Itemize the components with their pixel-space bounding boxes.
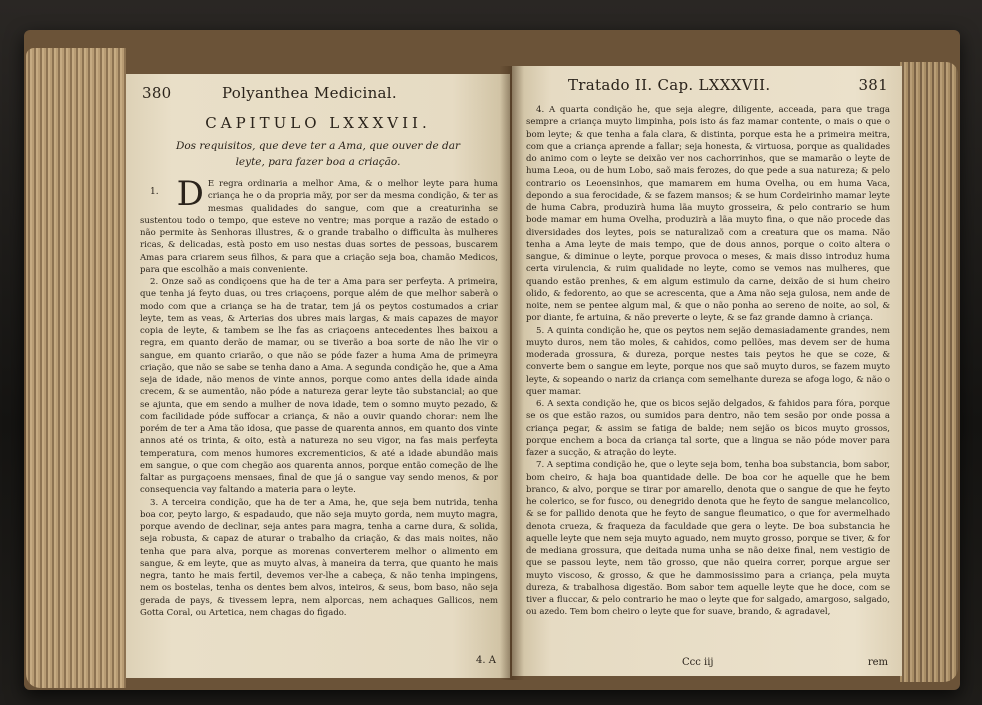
chapter-heading: CAPITULO LXXXVII.	[205, 114, 431, 132]
left-body-text	[140, 174, 498, 619]
subtitle-line-2: leyte, para fazer boa a criação.	[235, 156, 401, 168]
right-page-number: 381	[858, 76, 888, 94]
paragraph-5: 5. A quinta condição he, que os peytos nem sejão demasiadamente grandes, nem muyto duros, nem tão moles, & cahidos, como pellões, mas devem ser de huma moderada grossura, & dureza, porque nestes tais peytos he que se coze, & converte bem o sangue em leyte, porque nos que saõ muyto duros, se fazem muyto leyte, & sopeando o nariz da criança com semelhante dureza se afoga logo, & não o quer mamar.	[526, 325, 891, 397]
paragraph-1	[140, 174, 498, 276]
left-catchword: 4. A	[476, 655, 496, 666]
paragraph-6: 6. A sexta condição he, que os bicos sejão delgados, & fahidos para fóra, porque se os que estão razos, ou sumidos para dentro, não tem sesão por onde possa a criança pegar, & assim se fatiga de balde; nem sejão os bicos muyto grossos, porque enchem a boca da criança tal sorte, que a lingua se não póde mover para fazer a sucção, & atração do leyte.	[526, 399, 890, 458]
left-page-edges	[26, 48, 126, 688]
chapter-subtitle	[142, 138, 494, 170]
left-running-title: Polyanthea Medicinal.	[222, 84, 397, 102]
left-page-number: 380	[142, 84, 172, 102]
right-running-head	[528, 76, 888, 98]
right-body-text	[526, 104, 890, 619]
right-page	[512, 66, 902, 676]
paragraph-7: 7. A septima condição he, que o leyte seja bom, tenha boa substancia, bom sabor, bom cheiro, & haja boa quantidade delle. De boa cor he aquelle que he bem branco, & alvo, porque se tirar por amarello, denota que o sangue de que he feyto he colerico, se for fusco, ou denegrido denota que he feyto de sangue melancolico, & se for pallido denota que he feyto de sangue fleumatico, o que for avermelhado denota crueza, & fraqueza da faculdade que gera o leyte. De boa substancia he aquelle leyte que nem seja muyto aguado, nem muyto grosso, porque se tiver, & for de mediana grossura, que deitada numa unha se não deixe final, nem vestigio de que se passou leyte, nem tão grosso, que não queira correr, porque argue ser muyto viscoso, & grosso, & que he dammosissimo para a criança, pela muyta dureza, & trabalhosa digestão. Bom sabor tem aquelle leyte que he doce, com se tiver a fluccar, & pelo contrario he mao o leyte que for salgado, amargoso, salgado, ou azedo. Tem bom cheiro o leyte que for suave, brando, & agradavel,	[526, 460, 890, 618]
drop-cap: D	[176, 174, 204, 214]
paragraph-1-text: E regra ordinaria a melhor Ama, & o melhor leyte para huma criança he o da propria mãy, por ser da mesma condição, & ter as mesmas qualidades do sangue, com que a creaturinha se sustentou todo o tempo, que esteve no ventre; mas porque a razão de estado o não permite às Senhoras illustres, & o grande trabalho o difficulta às mulheres ricas, & delicadas, està posto em uso nestas duas sortes de pessoas, buscarem Amas para criarem seus filhos, & para que a criação seja boa, chamão Medicos, para que escolhão a mais conveniente.	[140, 179, 498, 275]
left-page	[126, 74, 510, 678]
book-gutter-shadow	[500, 66, 524, 680]
right-running-title: Tratado II. Cap. LXXXVII.	[568, 76, 771, 94]
right-catchword: rem	[867, 657, 888, 668]
paragraph-1-number: 1.	[150, 187, 159, 197]
paragraph-3: 3. A terceira condição, que ha de ter a Ama, he, que seja bem nutrida, tenha boa cor, peyto largo, & espadaudo, que não seja muyto gorda, nem muyto magra, porque avendo de declinar, seja antes para magra, tenha a carne dura, & solida, seja robusta, & capaz de aturar o trabalho da criação, & das mais noites, não tenha que para alva, porque as morenas converterem melhor o alimento em sangue, & em leyte, que as muyto alvas, à maneira da terra, que quanto he mais negra, tanto he mais fertil, devemos ver-lhe a cabeça, & não tenha impingens, nem os bostelas, tenha os dentes bem alvos, inteiros, & seus, bom baso, não seja gerada de pays, & tivessem lepra, nem alporcas, nem achaques Gallicos, nem Gotta Coral, ou Artetica, nem chagas do figado.	[140, 497, 498, 618]
signature-mark: Ccc iij	[682, 657, 714, 668]
paragraph-4: 4. A quarta condição he, que seja alegre, diligente, acceada, para que traga sempre a criança muyto limpinha, pois isto ás faz mamar contente, o mais o que o bom leyte; & que tenha a fala clara, & distinta, porque esta he a primeira meitra, com que a criança aprende a fallar; seja honesta, & virtuosa, porque as qualidades do animo com o leyte se deixão ver nos cachorrinhos, que se mamarão o leyte de huma Leoa, ou de hum Lobo, saõ mais ferozes, do que pede a sua natureza; & pelo contrario os Leoensinhos, que mamarem em huma Ovelha, ou em huma Vaca, depondo a sua ferocidade, & se fazem mansos; & se hum Cordeirinho mamar leyte de huma Cabra, produzirà huma lãa muyto grosseira, & pelo contrario se hum bode mamar em huma Ovelha, produzirà a lãa muyto fina, o que não procede das diversidades dos leytes, pois se naturalizaõ com a creatura que os mama. Não tenha a Ama leyte de mais tempo, que de dous annos, porque o coito altera o sangue, & diminue o leyte, porque provoca o meses, & mais disso introduz huma certa virulencia, & ruim qualidade no leyte, como se vemos nas mulheres, que quando estão prenhes, & em algum estimulo da carne, deixão de si hum cheiro olido, & fedorento, ao que se acrescenta, que a Ama não seja gulosa, nem ande de noite, nem se pentee algum mal, & que o não ponha ao sereno de noite, ao sol, & por diante, fe artuina, & não preverte o leyte, & se faz grande damno à criança.	[526, 105, 890, 324]
subtitle-line-1: Dos requisitos, que deve ter a Ama, que ouver de dar	[175, 140, 461, 152]
paragraph-2: 2. Onze saõ as condiçoens que ha de ter a Ama para ser perfeyta. A primeira, que tenha já feyto duas, ou tres criaçoens, porque além de que melhor saberà o modo com que a criança se ha de tratar, tem já os peytos costumados a criar leyte, tem as veas, & Arterias dos ubres mais largas, & mais capazes de mayor copia de leyte, & tambem se lhe fas as criaçoens antecedentes lhes baixou a regra, em quanto derão de mamar, ou se tiverão a boa sorte de não lhe vir o sangue, em quanto criarão, o que não se póde fazer a huma Ama de primeyra criação, que não se sabe se tenha dano a Ama. A segunda condição he, que a Ama seja de idade, não menos de vinte annos, porque como antes della idade ainda crecem, & se aumentão, não póde a natureza gerar leyte tão substancial; ao que se ajunta, que em sendo a mulher de nova idade, tem o somno muyto pezado, & com facilidade póde suffocar a criança, & não a ouvir quando chorar: nem lhe porém de ter a Ama tão idosa, que passe de quarenta annos, em quanto dos vinte annos até os trinta, & oito, està a natureza no seu vigor, na fas mais perfeyta temperatura, com menos humores excrementicios, & até a idade abundão mais em sangue, o que com chegão aos quarenta annos, porque então começão de lhe faltar as purgaçoens mensaes, final de que já o sangue vay sendo menos, & por consequencia vay faltando a materia para o leyte.	[140, 277, 498, 496]
right-page-edges	[900, 62, 958, 682]
left-running-head	[142, 84, 496, 106]
